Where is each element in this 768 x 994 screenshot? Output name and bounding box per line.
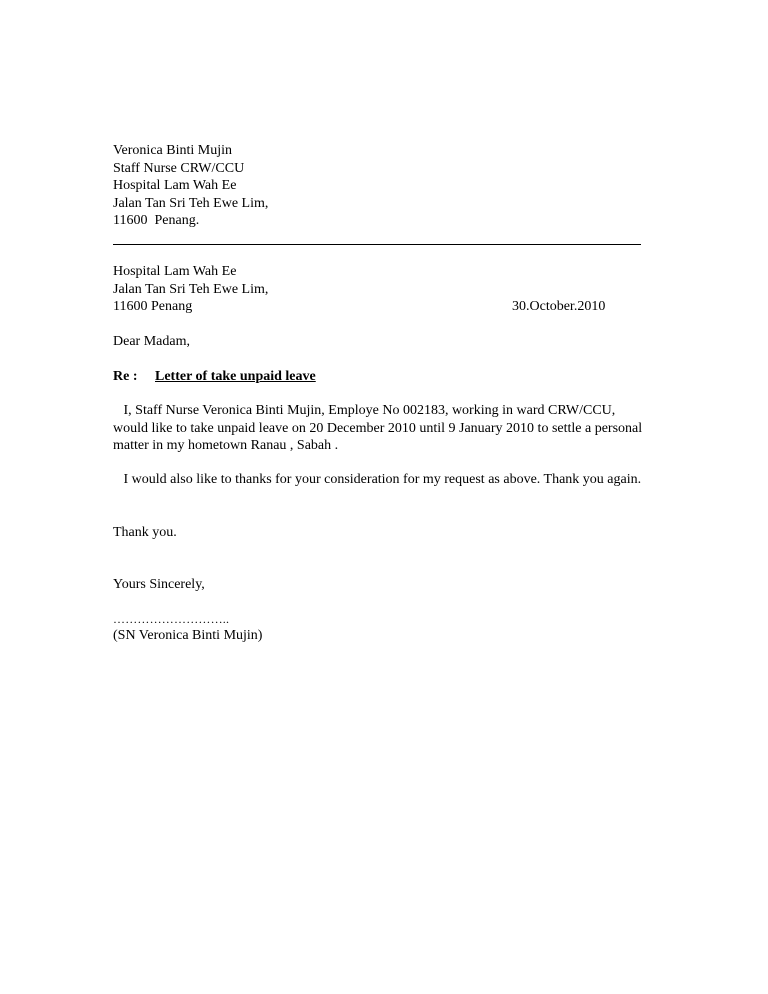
closing-line: Yours Sincerely, [113, 577, 205, 592]
signature-name: (SN Veronica Binti Mujin) [113, 628, 263, 643]
header-divider [113, 244, 641, 245]
subject-prefix: Re : [113, 369, 138, 384]
sender-org: Hospital Lam Wah Ee [113, 178, 237, 193]
subject-line [113, 368, 316, 385]
thanks-line: Thank you. [113, 525, 177, 540]
sender-title: Staff Nurse CRW/CCU [113, 161, 245, 176]
subject-text: Letter of take unpaid leave [155, 369, 316, 384]
signature-line: ……………………….. [113, 612, 230, 626]
body-paragraph-2: I would also like to thanks for your consideration for my request as above. Thank you again. [113, 472, 642, 487]
sender-city: 11600 Penang. [113, 213, 200, 228]
sender-street: Jalan Tan Sri Teh Ewe Lim, [113, 196, 269, 211]
salutation: Dear Madam, [113, 334, 190, 349]
recipient-street: Jalan Tan Sri Teh Ewe Lim, [113, 282, 269, 297]
recipient-city: 11600 Penang [113, 299, 193, 314]
sender-name: Veronica Binti Mujin [113, 143, 232, 158]
recipient-org: Hospital Lam Wah Ee [113, 264, 237, 279]
body-paragraph-1: I, Staff Nurse Veronica Binti Mujin, Employe No 002183, working in ward CRW/CCU, would like to take unpaid leave on 20 December 2010 until 9 January 2010 to settle a personal matter in my hometown Ranau , Sabah . [113, 403, 646, 453]
letter-date: 30.October.2010 [512, 299, 606, 314]
